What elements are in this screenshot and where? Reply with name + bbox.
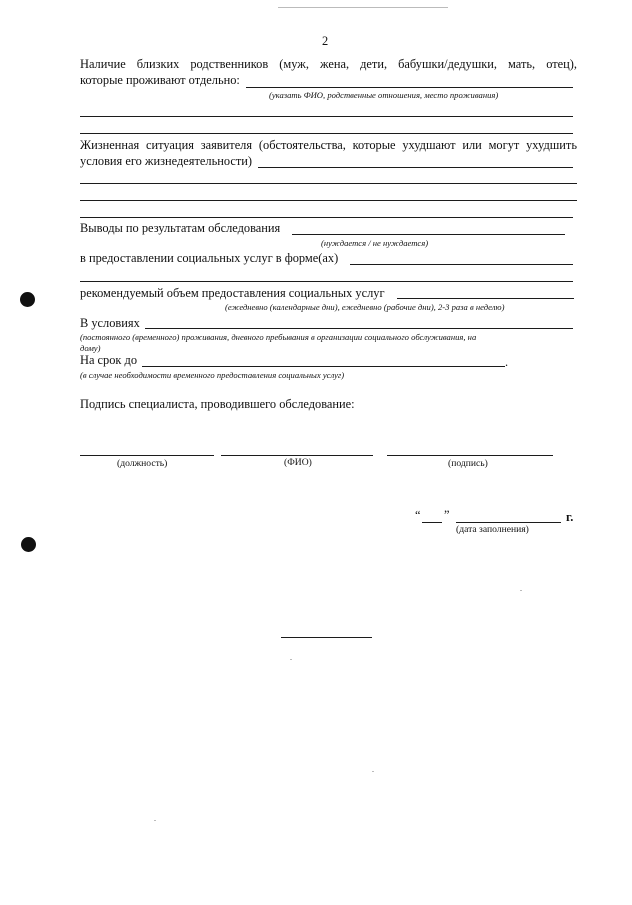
life-situation-line-1: Жизненная ситуация заявителя (обстоятельства, которые ухудшают или могут ухудшить [80, 138, 577, 152]
relatives-line-1: Наличие близких родственников (муж, жена, дети, бабушки/дедушки, мать, отец), [80, 57, 577, 71]
scan-speck [154, 820, 156, 821]
position-fill-line[interactable] [80, 455, 214, 456]
life-situation-fill-line-4[interactable] [80, 217, 573, 218]
relatives-note: (указать ФИО, родственные отношения, место проживания) [269, 90, 499, 100]
term-fill-line[interactable] [142, 366, 505, 367]
sign-fill-line[interactable] [387, 455, 553, 456]
conclusions-note: (нуждается / не нуждается) [321, 238, 429, 248]
closing-rule [281, 637, 372, 638]
date-month-fill-line[interactable] [456, 522, 561, 523]
recommended-volume-label: рекомендуемый объем предоставления социальных услуг [80, 286, 385, 300]
term-label: На срок до [80, 353, 138, 367]
life-situation-fill-line-3[interactable] [80, 200, 577, 201]
conclusions-fill-line[interactable] [292, 234, 565, 235]
punch-hole-top [20, 292, 35, 307]
relatives-fill-line-2[interactable] [80, 116, 573, 117]
scan-speck [278, 7, 448, 8]
life-situation-fill-line-2[interactable] [80, 183, 577, 184]
services-form-fill-line-2[interactable] [80, 281, 573, 282]
signature-label: Подпись специалиста, проводившего обследование: [80, 397, 355, 411]
punch-hole-bottom [21, 537, 36, 552]
term-note: (в случае необходимости временного предоставления социальных услуг) [80, 370, 345, 380]
date-year-suffix: г. [566, 510, 574, 524]
life-situation-fill-line-1[interactable] [258, 167, 573, 168]
services-form-label: в предоставлении социальных услуг в форме(ах) [80, 251, 339, 265]
sign-caption: (подпись) [448, 458, 488, 469]
life-situation-line-2: условия его жизнедеятельности) [80, 154, 253, 168]
date-close-quote: ” [444, 508, 450, 522]
scan-speck [372, 771, 374, 772]
scan-speck [520, 590, 522, 591]
relatives-line-2: которые проживают отдельно: [80, 73, 240, 87]
conditions-label: В условиях [80, 316, 140, 330]
conditions-fill-line[interactable] [145, 328, 573, 329]
recommended-volume-fill-line[interactable] [397, 298, 574, 299]
term-end: . [505, 355, 509, 369]
conditions-note-1: (постоянного (временного) проживания, дневного пребывания в организации социального обслуживания, на [80, 332, 477, 342]
date-day-fill-line[interactable] [422, 522, 442, 523]
page-number: 2 [322, 34, 329, 48]
conditions-note-2: дому) [80, 343, 101, 353]
relatives-fill-line-3[interactable] [80, 133, 573, 134]
name-caption: (ФИО) [284, 457, 312, 468]
position-caption: (должность) [117, 458, 168, 469]
date-open-quote: “ [415, 508, 421, 522]
services-form-fill-line[interactable] [350, 264, 573, 265]
name-fill-line[interactable] [221, 455, 373, 456]
recommended-volume-note: (ежедневно (календарные дни), ежедневно (рабочие дни), 2-3 раза в неделю) [225, 302, 505, 312]
relatives-fill-line-1[interactable] [246, 87, 573, 88]
scan-speck [290, 659, 292, 660]
date-caption: (дата заполнения) [456, 524, 529, 535]
conclusions-label: Выводы по результатам обследования [80, 221, 281, 235]
